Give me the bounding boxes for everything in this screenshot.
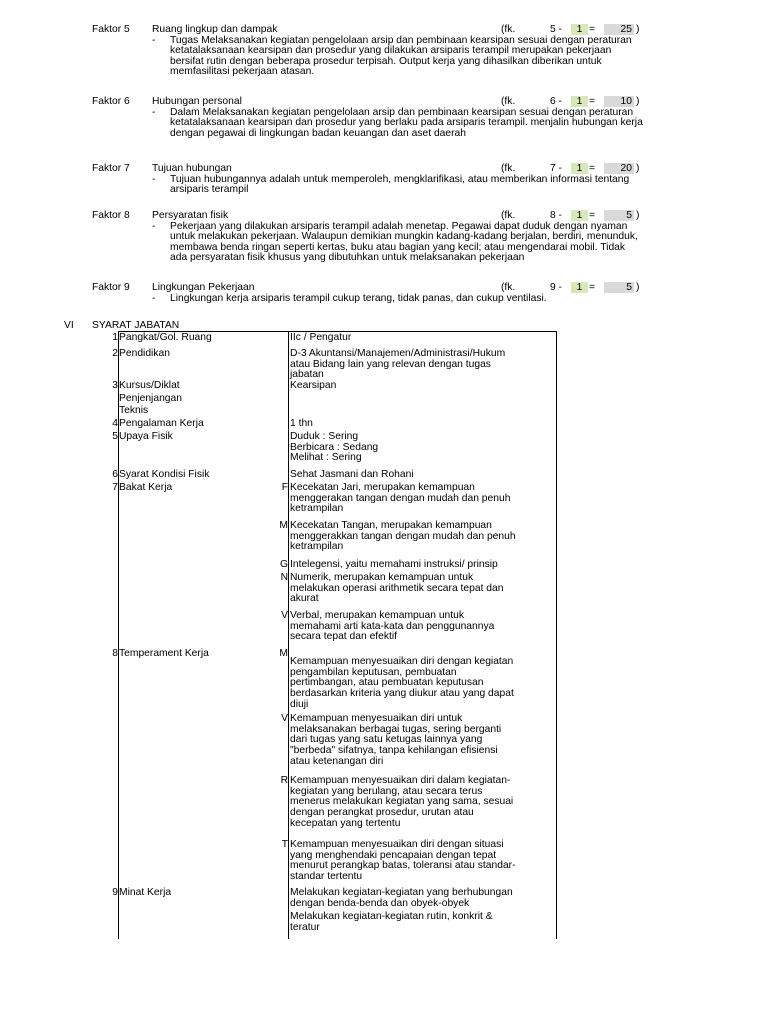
row-value-line: Melihat : Sering bbox=[290, 452, 362, 464]
row-code: F bbox=[281, 482, 288, 493]
row-value-line: Kemampuan menyesuaikan diri untuk bbox=[290, 713, 463, 724]
row-code: R bbox=[280, 775, 288, 786]
row-value-line: pertimbangan, atau pembuatan keputusan bbox=[290, 677, 484, 689]
row-value-line: atau ketenangan diri bbox=[290, 755, 384, 767]
row-value-line: ketrampilan bbox=[290, 503, 344, 515]
row-value-line: menurut perangkap batas, toleransi atau standar- bbox=[290, 860, 516, 872]
row-code: V bbox=[281, 713, 288, 724]
faktor-level: 1 bbox=[571, 24, 588, 35]
faktor-fk-prefix: (fk. bbox=[501, 24, 516, 35]
row-label: Syarat Kondisi Fisik bbox=[119, 469, 210, 480]
row-label: Upaya Fisik bbox=[119, 431, 173, 442]
bullet-text-line: Tugas Melaksanakan kegiatan pengelolaan arsip dan pembinaan kearsipan sesuai dengan peraturan bbox=[170, 35, 632, 46]
row-value-line: yang menghendaki pencapaian dengan tepat bbox=[290, 849, 497, 861]
row-label: Minat Kerja bbox=[119, 887, 172, 898]
faktor-code: 5 - bbox=[549, 24, 562, 35]
bullet-dash: - bbox=[152, 293, 156, 304]
bullet-text-line: memfasilitasi pekerjaan atasan. bbox=[170, 66, 315, 78]
row-value-line: diuji bbox=[290, 698, 309, 710]
table-right-border bbox=[556, 331, 557, 939]
row-number: 2 bbox=[112, 348, 118, 359]
faktor-label: Faktor 5 bbox=[92, 24, 130, 35]
row-value-line: standar tertentu bbox=[290, 871, 363, 883]
row-value-line: dengan perangkat prosedur, urutan atau bbox=[290, 807, 474, 819]
faktor-level: 1 bbox=[571, 96, 588, 107]
row-number: 8 bbox=[112, 648, 118, 659]
faktor-score: 20 bbox=[604, 163, 634, 174]
faktor-label: Faktor 8 bbox=[92, 210, 130, 221]
faktor-code: 9 - bbox=[549, 282, 562, 293]
section-number: VI bbox=[64, 320, 74, 331]
row-code: M bbox=[279, 520, 288, 531]
bullet-dash: - bbox=[152, 107, 156, 118]
row-number: 5 bbox=[112, 431, 118, 442]
row-value-line: Verbal, merupakan kemampuan untuk bbox=[290, 610, 465, 621]
row-value-line: menggerakan tangan dengan mudah dan penuh bbox=[290, 492, 511, 504]
bullet-text-line: untuk melakukan pekerjaan. Walaupun demikian mungkin kadang-kadang berjalan, berdiri, menunduk, bbox=[170, 231, 638, 243]
row-value-line: memahami arti kata-kata dan penggunannya bbox=[290, 620, 495, 632]
row-value-line: Melakukan kegiatan-kegiatan yang berhubungan bbox=[290, 887, 513, 898]
faktor-fk-prefix: (fk. bbox=[501, 163, 516, 174]
row-value-line: Kemampuan menyesuaikan diri dengan situasi bbox=[290, 839, 504, 850]
faktor-title: Tujuan hubungan bbox=[152, 163, 232, 174]
row-label: Kursus/Diklat bbox=[119, 380, 180, 391]
faktor-equals: = bbox=[589, 210, 596, 221]
faktor-label: Faktor 7 bbox=[92, 163, 130, 174]
bullet-dash: - bbox=[152, 221, 156, 232]
faktor-equals: = bbox=[589, 163, 596, 174]
table-middle-border bbox=[288, 331, 289, 939]
row-value-line: Sehat Jasmani dan Rohani bbox=[290, 469, 414, 480]
row-value-line: Kearsipan bbox=[290, 380, 337, 391]
faktor-score: 25 bbox=[604, 24, 634, 35]
row-value-line: teratur bbox=[290, 921, 320, 933]
row-value-line: ketrampilan bbox=[290, 541, 344, 553]
row-value-line: Kecekatan Tangan, merupakan kemampuan bbox=[290, 520, 492, 531]
faktor-equals: = bbox=[589, 24, 596, 35]
row-label: Pendidikan bbox=[119, 348, 170, 359]
faktor-close-paren: ) bbox=[636, 96, 640, 107]
faktor-close-paren: ) bbox=[636, 163, 640, 174]
faktor-fk-prefix: (fk. bbox=[501, 210, 516, 221]
row-value-line: pengambilan keputusan, pembuatan bbox=[290, 666, 457, 678]
bullet-text-line: ada persyaratan fisik khusus yang dibutuhkan untuk melaksanakan pekerjaan bbox=[170, 252, 525, 264]
row-value-line: D-3 Akuntansi/Manajemen/Administrasi/Hukum bbox=[290, 348, 506, 359]
row-value-line: Berbicara : Sedang bbox=[290, 441, 379, 453]
row-value-line: dengan benda-benda dan obyek-obyek bbox=[290, 897, 470, 909]
row-label: Penjenjangan bbox=[119, 392, 182, 404]
row-value-line: akurat bbox=[290, 593, 319, 605]
faktor-level: 1 bbox=[571, 282, 588, 293]
row-value-line: melaksanakan berbagai tugas, sering berganti bbox=[290, 723, 502, 735]
faktor-label: Faktor 6 bbox=[92, 96, 130, 107]
row-code: G bbox=[279, 559, 288, 570]
faktor-fk-prefix: (fk. bbox=[501, 282, 516, 293]
row-code: T bbox=[281, 839, 288, 850]
row-number: 4 bbox=[112, 418, 118, 429]
row-code: M bbox=[279, 648, 288, 659]
row-number: 7 bbox=[112, 482, 118, 493]
row-value-line: kecepatan yang tertentu bbox=[290, 817, 401, 829]
row-value-line: menggerakkan tangan dengan mudah dan penuh bbox=[290, 530, 516, 542]
row-value-line: dari tugas yang satu ketugas lainnya yang bbox=[290, 734, 483, 746]
row-value-line: atau Bidang lain yang relevan dengan tugas bbox=[290, 358, 491, 370]
bullet-text-line: ketatalaksanaan kearsipan dan prosedur yang berlaku pada arsiparis terampil. menjalin hubungan kerja bbox=[170, 117, 643, 129]
bullet-text-line: bersifat rutin dengan beberapa prosedur terpisah. Output kerja yang dihasilkan diberikan untuk bbox=[170, 55, 602, 67]
row-code: N bbox=[280, 572, 288, 583]
faktor-score: 5 bbox=[604, 282, 634, 293]
faktor-score: 10 bbox=[604, 96, 634, 107]
row-value-line: Kemampuan menyesuaikan diri dalam kegiatan- bbox=[290, 775, 511, 786]
row-label: Temperament Kerja bbox=[119, 648, 209, 659]
bullet-text-line: ketatalaksanaan kearsipan dan prosedur yang dilakukan arsiparis terampil merupakan pekerjaan bbox=[170, 45, 612, 57]
section-title: SYARAT JABATAN bbox=[92, 320, 180, 331]
faktor-equals: = bbox=[589, 96, 596, 107]
row-value-line: IIc / Pengatur bbox=[290, 332, 352, 343]
row-label: Bakat Kerja bbox=[119, 482, 173, 493]
bullet-text-line: membawa benda ringan seperti kertas, buku atau bagian yang kecil; atau mengendarai mobil. Tidak bbox=[170, 241, 626, 253]
row-value-line: berdasarkan kriteria yang diukur atau yang dapat bbox=[290, 688, 514, 700]
faktor-code: 6 - bbox=[549, 96, 562, 107]
row-value-line: secara tepat dan efektif bbox=[290, 631, 398, 643]
row-value-line: 1 thn bbox=[290, 418, 313, 429]
row-label: Teknis bbox=[119, 405, 149, 416]
faktor-score: 5 bbox=[604, 210, 634, 221]
faktor-code: 7 - bbox=[549, 163, 562, 174]
row-number: 1 bbox=[112, 332, 118, 343]
bullet-dash: - bbox=[152, 174, 156, 185]
row-number: 6 bbox=[112, 469, 118, 480]
faktor-label: Faktor 9 bbox=[92, 282, 130, 293]
bullet-text-line: dengan pegawai di lingkungan badan keuangan dan aset daerah bbox=[170, 127, 467, 139]
row-code: V bbox=[281, 610, 288, 621]
faktor-title: Persyaratan fisik bbox=[152, 210, 229, 221]
bullet-text-line: Lingkungan kerja arsiparis terampil cukup terang, tidak panas, dan cukup ventilasi. bbox=[170, 293, 547, 304]
faktor-close-paren: ) bbox=[636, 24, 640, 35]
faktor-close-paren: ) bbox=[636, 282, 640, 293]
bullet-text-line: Dalam Melaksanakan kegiatan pengelolaan arsip dan pembinaan kearsipan sesuai dengan peraturan bbox=[170, 107, 634, 118]
row-number: 3 bbox=[112, 380, 118, 391]
bullet-text-line: Tujuan hubungannya adalah untuk memperoleh, mengklarifikasi, atau memberikan informasi tentang bbox=[170, 174, 630, 185]
faktor-level: 1 bbox=[571, 163, 588, 174]
row-value-line: Melakukan kegiatan-kegiatan rutin, konkrit & bbox=[290, 911, 493, 922]
faktor-fk-prefix: (fk. bbox=[501, 96, 516, 107]
row-value-line: jabatan bbox=[290, 369, 324, 381]
row-label: Pangkat/Gol. Ruang bbox=[119, 332, 212, 343]
row-value-line: menerus melakukan kegiatan yang sama, sesuai bbox=[290, 796, 514, 808]
faktor-close-paren: ) bbox=[636, 210, 640, 221]
row-number: 9 bbox=[112, 887, 118, 898]
row-value-line: melakukan operasi arithmetik secara tepat dan bbox=[290, 582, 504, 594]
bullet-text-line: arsiparis terampil bbox=[170, 184, 249, 196]
bullet-text-line: Pekerjaan yang dilakukan arsiparis terampil adalah menetap. Pegawai dapat duduk dengan nyaman bbox=[170, 221, 628, 232]
row-value-line: "berbeda" sifatnya, tanpa kehilangan efisiensi bbox=[290, 745, 498, 757]
faktor-title: Lingkungan Pekerjaan bbox=[152, 282, 255, 293]
row-value-line: Numerik, merupakan kemampuan untuk bbox=[290, 572, 474, 583]
row-value-line: Duduk : Sering bbox=[290, 431, 359, 442]
row-value-line: kegiatan yang berulang, atau secara terus bbox=[290, 785, 483, 797]
row-value-line: Kecekatan Jari, merupakan kemampuan bbox=[290, 482, 475, 493]
row-value-line: Kemampuan menyesuaikan diri dengan kegiatan bbox=[290, 656, 514, 667]
row-label: Pengalaman Kerja bbox=[119, 418, 204, 429]
row-value-line: Intelegensi, yaitu memahami instruksi/ prinsip bbox=[290, 559, 498, 570]
faktor-title: Hubungan personal bbox=[152, 96, 242, 107]
faktor-code: 8 - bbox=[549, 210, 562, 221]
faktor-title: Ruang lingkup dan dampak bbox=[152, 24, 278, 35]
faktor-equals: = bbox=[589, 282, 596, 293]
bullet-dash: - bbox=[152, 35, 156, 46]
faktor-level: 1 bbox=[571, 210, 588, 221]
